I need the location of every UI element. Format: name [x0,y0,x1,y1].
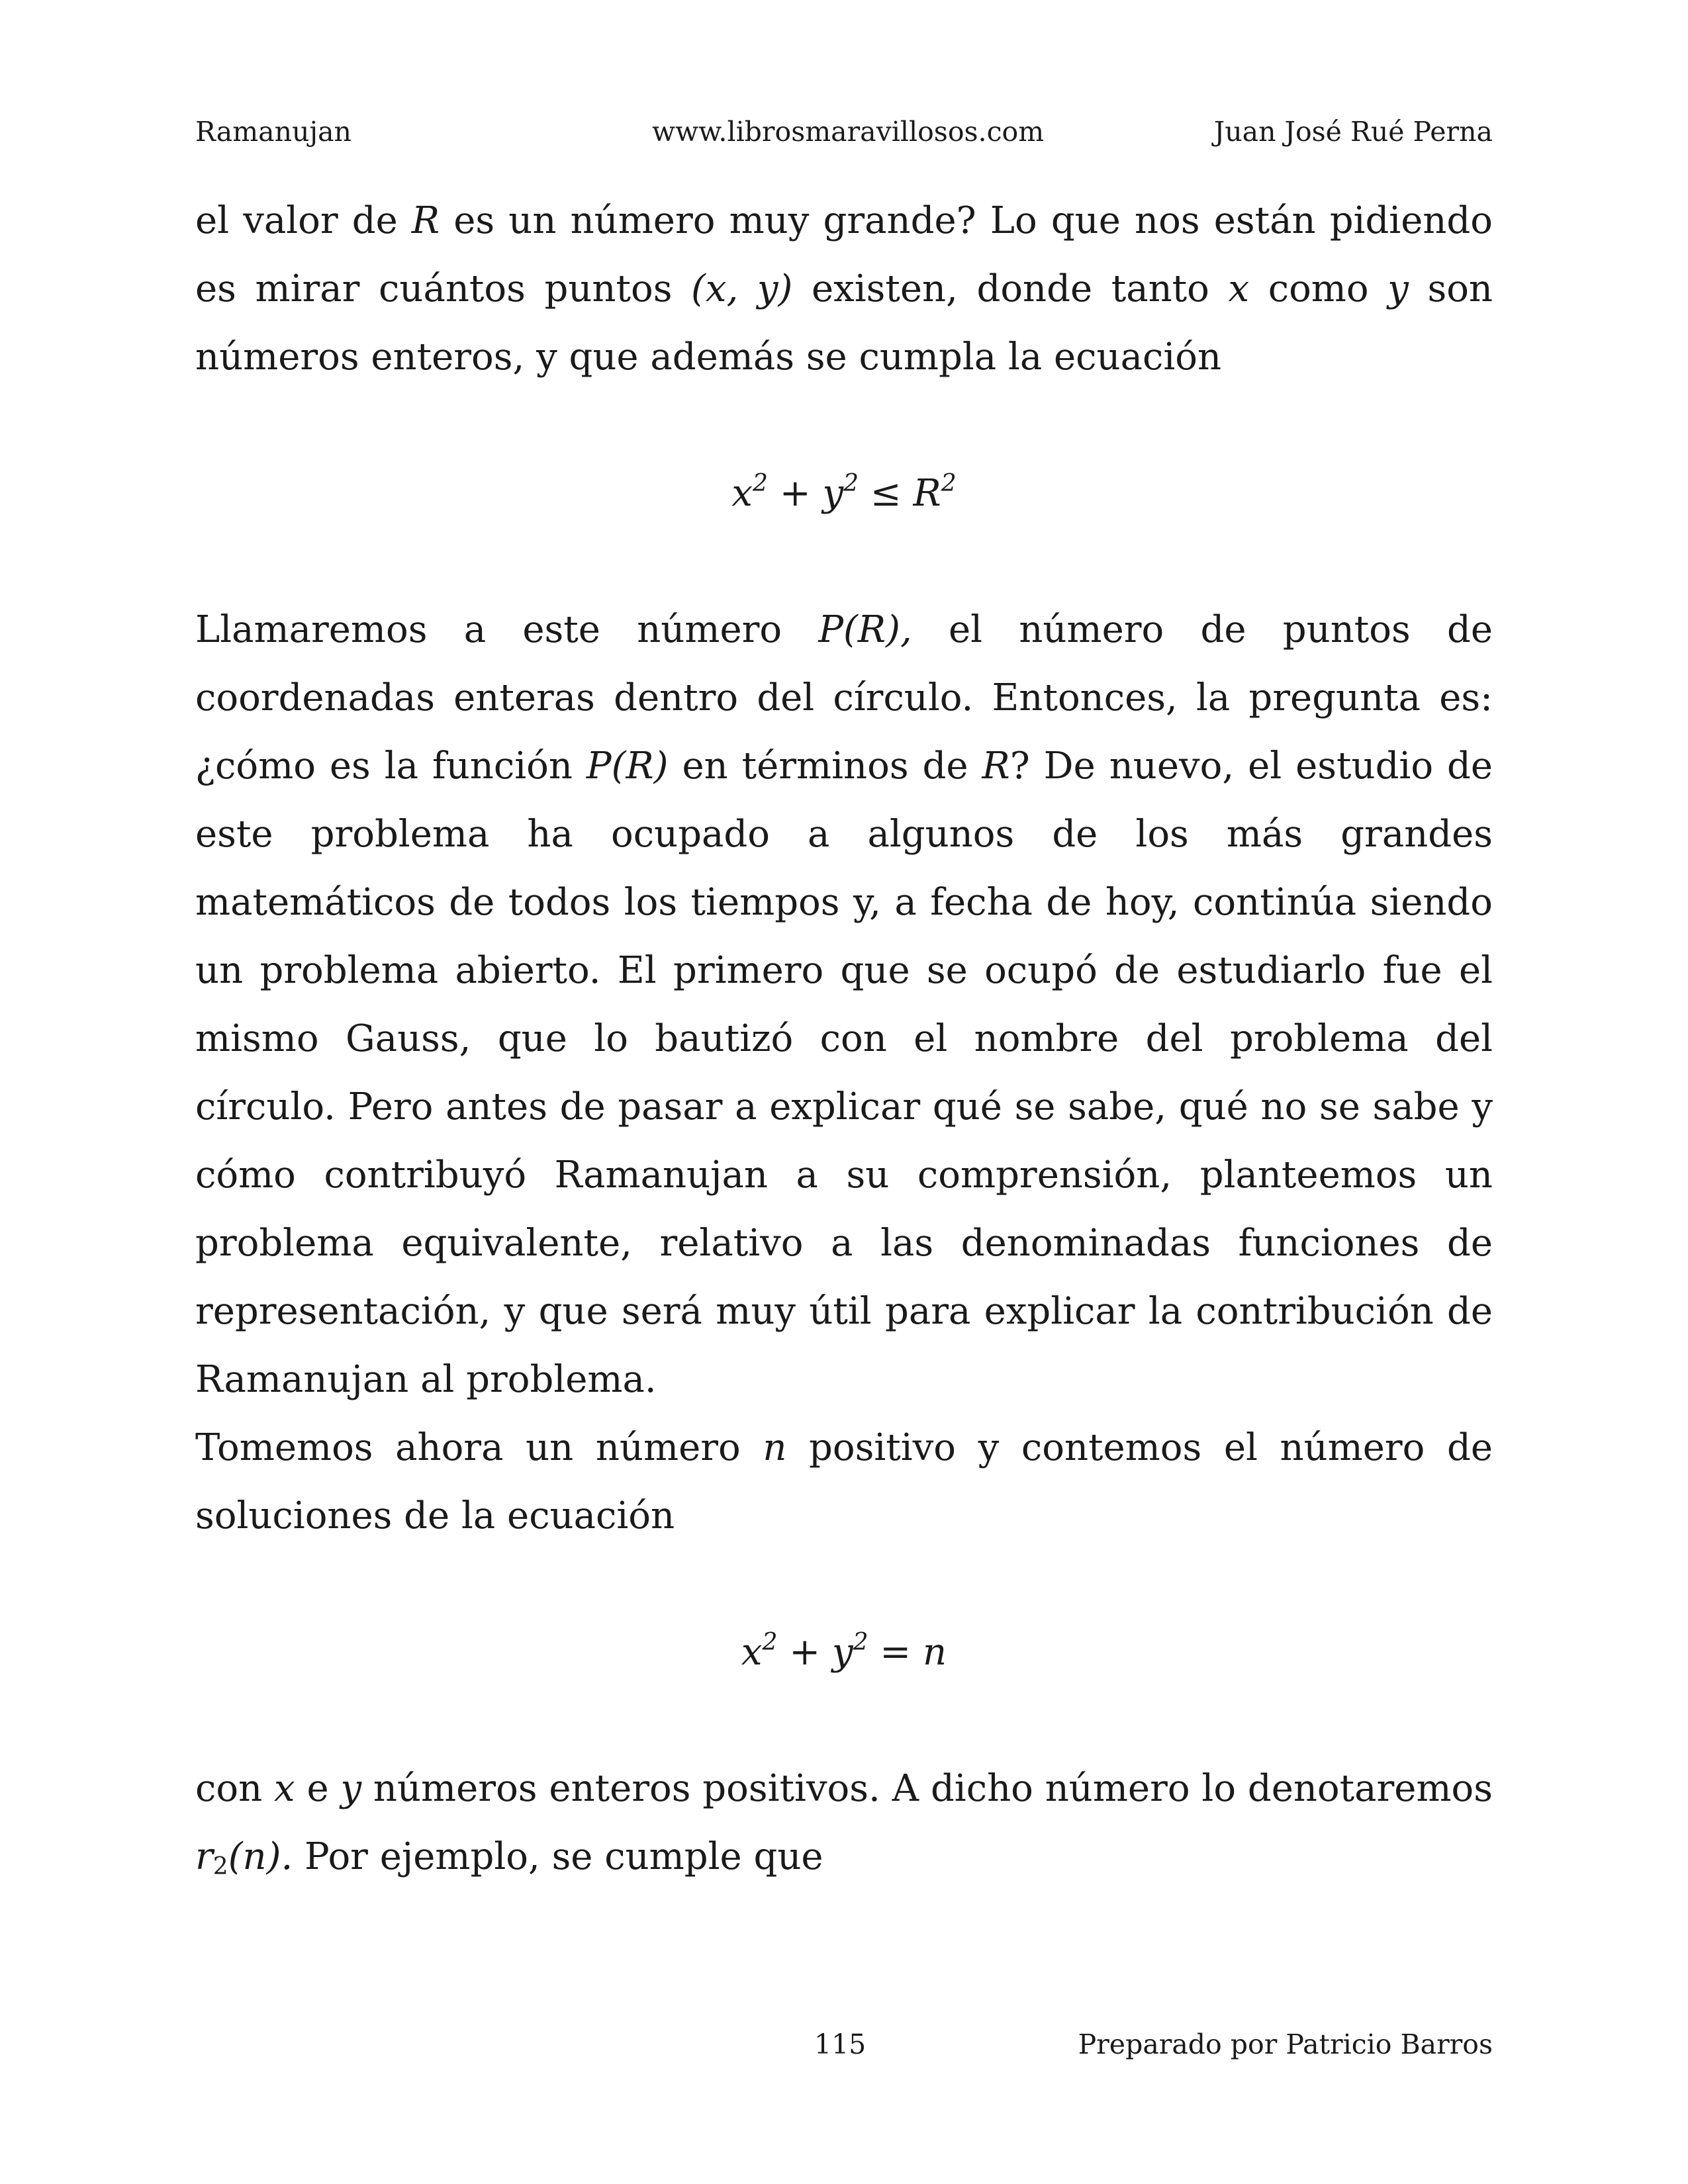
paragraph-4 [195,1754,1493,1891]
text-run: el número de puntos de coordenadas enteras dentro del círculo. Entonces, la pregunta es: ¿cómo es la función [195,608,1493,788]
math-var: y [1387,267,1409,310]
math-var: n [763,1426,787,1469]
text-run: números enteros positivos. A dicho número lo denotaremos [361,1767,1493,1810]
math-var: y [831,1631,853,1674]
exponent: 2 [762,1629,778,1656]
exponent: 2 [941,470,957,497]
operator: = [868,1631,923,1674]
math-var: P(R) [586,745,669,788]
operator: ≤ [858,472,914,515]
text-run: ? De nuevo, el estudio de este problema ha ocupado a algunos de los más grandes matemáticos de todos los tiempos y, a fecha de hoy, continúa siendo un problema abierto. El primero que se ocupó de estudiarlo fue el mismo Gauss, que lo bautizó con el nombre del problema del círculo. Pero antes de pasar a explicar qué se sabe, qué no se sabe y cómo contribuyó Ramanujan a su comprensión, planteemos un problema equivalente, relativo a las denominadas funciones de representación, y que será muy útil para explicar la contribución de Ramanujan al problema. [195,745,1493,1401]
text-run: Tomemos ahora un número [195,1426,763,1469]
text-run: es un número muy grande? Lo que nos están pidiendo es mirar cuántos puntos [195,199,1493,310]
text-run: positivo y contemos el número de soluciones de la ecuación [195,1426,1493,1537]
equation-circle-inequality [195,459,1493,527]
text-run: existen, donde tanto [792,267,1229,310]
page-footer [195,2028,1493,2068]
page-header [195,116,1493,156]
text-run: son números enteros, y que además se cumpla la ecuación [195,267,1493,379]
page-number: 115 [814,2028,867,2060]
exponent: 2 [853,1629,868,1656]
header-author: Juan José Rué Perna [1213,116,1493,148]
math-var: R [913,472,941,515]
paragraph-1 [195,187,1493,391]
text-run: e [295,1767,341,1810]
footer-credit: Preparado por Patricio Barros [1078,2028,1493,2060]
math-var: x [741,1631,763,1674]
header-website: www.librosmaravillosos.com [652,116,1045,148]
paragraph-3 [195,1414,1493,1550]
math-var: x [731,472,753,515]
math-var: P(R), [818,608,912,651]
math-var: R [982,745,1010,788]
operator: + [777,1631,832,1674]
subscript: 2 [212,1853,228,1880]
exponent: 2 [753,470,768,497]
operator: + [767,472,823,515]
text-run: como [1249,267,1388,310]
page-body [195,187,1493,1891]
text-run: con [195,1767,274,1810]
header-book-title: Ramanujan [195,116,352,148]
text-run: Llamaremos a este número [195,608,819,651]
math-var: y [822,472,844,515]
text-run: en términos de [668,745,982,788]
math-var: n [923,1631,947,1674]
math-var: r [195,1835,213,1878]
math-var: (x, y) [691,267,793,310]
math-var: (n). [228,1835,293,1878]
text-run: el valor de [195,199,412,242]
math-var: R [411,199,440,242]
math-var: y [340,1767,362,1810]
text-run: Por ejemplo, se cumple que [293,1835,823,1878]
math-var: x [274,1767,295,1810]
equation-sum-of-squares [195,1618,1493,1686]
exponent: 2 [843,470,859,497]
paragraph-2 [195,596,1493,1414]
math-var: x [1228,267,1250,310]
